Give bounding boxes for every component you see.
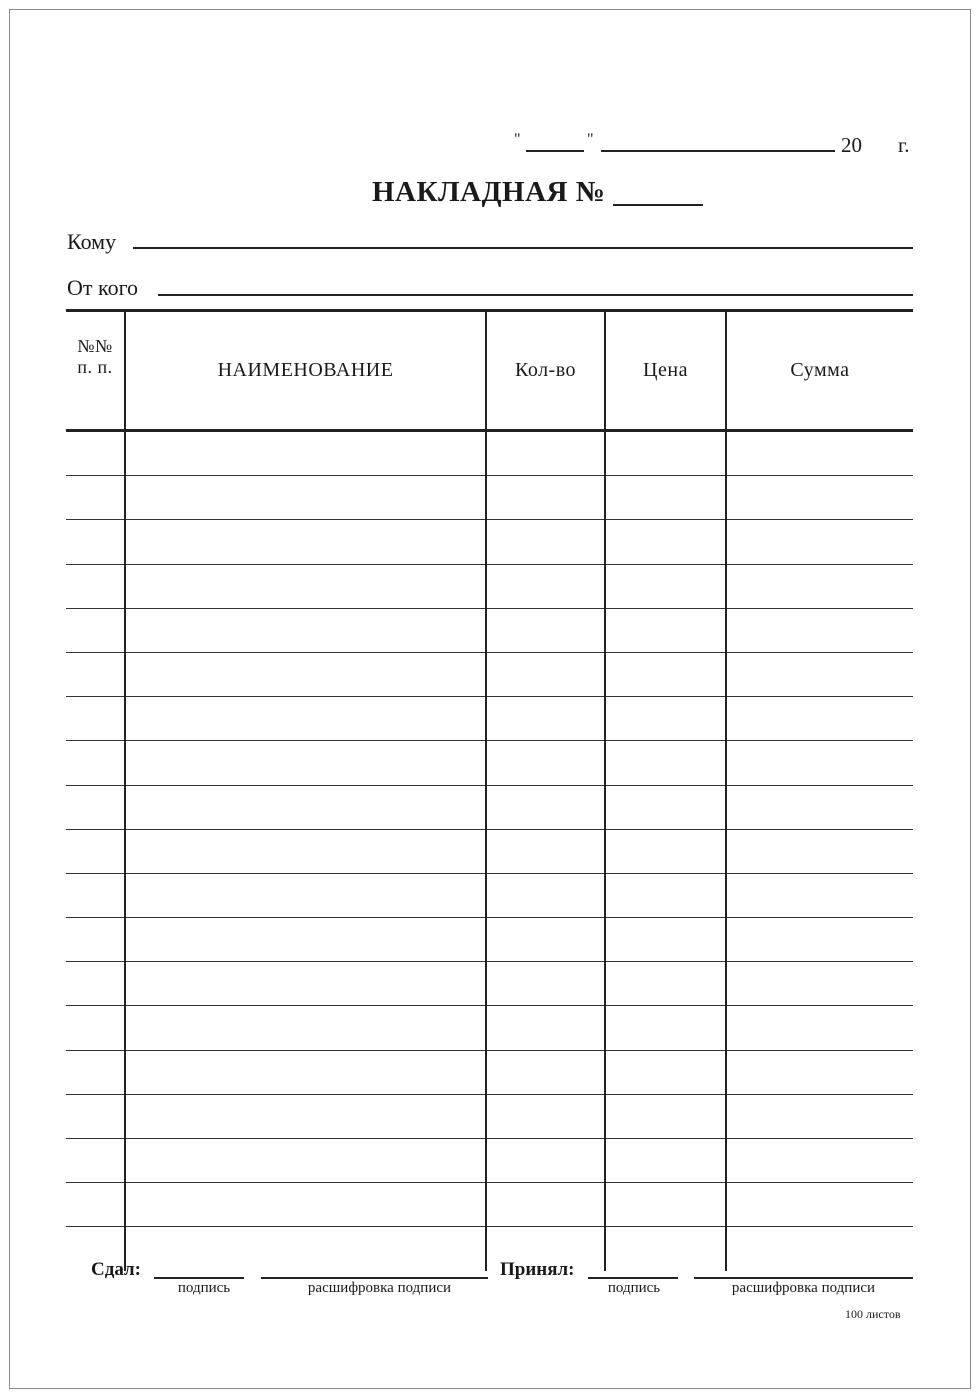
table-cell-price xyxy=(605,785,726,829)
column-header-qty: Кол-во xyxy=(486,311,605,431)
table-cell-qty xyxy=(486,918,605,962)
table-cell-sum xyxy=(726,873,913,917)
table-cell-qty xyxy=(486,652,605,696)
received-signature-line xyxy=(588,1277,678,1279)
table-cell-name xyxy=(125,873,486,917)
received-label: Принял: xyxy=(500,1259,575,1280)
table-cell-price xyxy=(605,1227,726,1271)
table-cell-name xyxy=(125,741,486,785)
table-cell-qty xyxy=(486,476,605,520)
table-cell-qty xyxy=(486,829,605,873)
date-quote-close: " xyxy=(587,131,594,148)
table-cell-sum xyxy=(726,1050,913,1094)
table-cell-price xyxy=(605,476,726,520)
table-row xyxy=(66,476,913,520)
table-cell-name xyxy=(125,564,486,608)
table-cell-price xyxy=(605,1183,726,1227)
table-cell-sum xyxy=(726,564,913,608)
column-header-name: НАИМЕНОВАНИЕ xyxy=(125,311,486,431)
received-signature-caption: подпись xyxy=(607,1280,661,1296)
table-row xyxy=(66,785,913,829)
table-row xyxy=(66,564,913,608)
table-cell-name xyxy=(125,1227,486,1271)
table-cell-name xyxy=(125,1139,486,1183)
date-month-line xyxy=(601,150,835,152)
page-title: НАКЛАДНАЯ № xyxy=(372,176,606,208)
table-cell-number xyxy=(66,431,125,476)
table-cell-name xyxy=(125,1006,486,1050)
table-cell-price xyxy=(605,520,726,564)
date-day-line xyxy=(526,150,584,152)
table-cell-qty xyxy=(486,431,605,476)
table-cell-qty xyxy=(486,697,605,741)
table-cell-price xyxy=(605,697,726,741)
table-cell-qty xyxy=(486,1094,605,1138)
column-header-sum: Сумма xyxy=(726,311,913,431)
table-cell-price xyxy=(605,1139,726,1183)
received-decoding-line xyxy=(694,1277,913,1279)
table-cell-number xyxy=(66,697,125,741)
date-year-suffix: г. xyxy=(898,133,910,157)
table-row xyxy=(66,652,913,696)
table-cell-number xyxy=(66,476,125,520)
table-row xyxy=(66,697,913,741)
table-cell-sum xyxy=(726,962,913,1006)
table-cell-number xyxy=(66,873,125,917)
table-row xyxy=(66,962,913,1006)
gave-signature-caption: подпись xyxy=(177,1280,231,1296)
gave-decoding-caption: расшифровка подписи xyxy=(307,1280,452,1296)
table-row xyxy=(66,1139,913,1183)
table-cell-price xyxy=(605,918,726,962)
table-row xyxy=(66,1006,913,1050)
to-field-line xyxy=(133,247,913,249)
table-cell-sum xyxy=(726,520,913,564)
table-cell-price xyxy=(605,564,726,608)
table-cell-qty xyxy=(486,520,605,564)
table-cell-qty xyxy=(486,873,605,917)
table-row xyxy=(66,431,913,476)
table-cell-number xyxy=(66,785,125,829)
table-cell-price xyxy=(605,608,726,652)
table-cell-name xyxy=(125,1094,486,1138)
table-row xyxy=(66,918,913,962)
sheet-count-note: 100 листов xyxy=(845,1307,901,1321)
column-header-number-line2: п. п. xyxy=(77,357,113,377)
table-cell-sum xyxy=(726,918,913,962)
table-cell-name xyxy=(125,652,486,696)
table-cell-price xyxy=(605,1094,726,1138)
table-cell-qty xyxy=(486,564,605,608)
table-cell-price xyxy=(605,962,726,1006)
table-cell-number xyxy=(66,1139,125,1183)
table-cell-number xyxy=(66,829,125,873)
table-cell-number xyxy=(66,520,125,564)
table-cell-name xyxy=(125,962,486,1006)
table-cell-price xyxy=(605,652,726,696)
table-cell-qty xyxy=(486,962,605,1006)
table-cell-name xyxy=(125,608,486,652)
table-cell-sum xyxy=(726,608,913,652)
date-quote-open: " xyxy=(514,131,521,148)
table-cell-qty xyxy=(486,1006,605,1050)
table-cell-sum xyxy=(726,1006,913,1050)
table-cell-sum xyxy=(726,431,913,476)
table-cell-number xyxy=(66,918,125,962)
table-cell-name xyxy=(125,918,486,962)
column-header-number xyxy=(66,311,125,431)
table-cell-sum xyxy=(726,785,913,829)
table-cell-sum xyxy=(726,476,913,520)
table-cell-qty xyxy=(486,785,605,829)
gave-label: Сдал: xyxy=(91,1259,141,1280)
table-cell-number xyxy=(66,962,125,1006)
table-cell-number xyxy=(66,564,125,608)
from-field-label: От кого xyxy=(67,275,139,300)
table-cell-number xyxy=(66,608,125,652)
table-cell-sum xyxy=(726,1139,913,1183)
table-cell-qty xyxy=(486,608,605,652)
date-year-prefix: 20 xyxy=(841,133,862,157)
table-row xyxy=(66,829,913,873)
table-cell-price xyxy=(605,829,726,873)
table-header-row xyxy=(66,311,913,431)
table-cell-number xyxy=(66,1183,125,1227)
table-cell-name xyxy=(125,520,486,564)
table-cell-name xyxy=(125,829,486,873)
table-row xyxy=(66,1183,913,1227)
table-cell-sum xyxy=(726,741,913,785)
table-row xyxy=(66,1094,913,1138)
table-cell-name xyxy=(125,1183,486,1227)
table-cell-qty xyxy=(486,1183,605,1227)
gave-signature-line xyxy=(154,1277,244,1279)
table-cell-name xyxy=(125,476,486,520)
table-cell-price xyxy=(605,431,726,476)
table-cell-number xyxy=(66,1006,125,1050)
table-cell-name xyxy=(125,1050,486,1094)
table-cell-sum xyxy=(726,1183,913,1227)
table-row xyxy=(66,873,913,917)
table-row xyxy=(66,520,913,564)
table-row xyxy=(66,1050,913,1094)
table-cell-price xyxy=(605,873,726,917)
table-cell-name xyxy=(125,785,486,829)
to-field-label: Кому xyxy=(67,229,117,254)
table-cell-price xyxy=(605,1006,726,1050)
table-row xyxy=(66,608,913,652)
items-table xyxy=(66,309,913,1271)
from-field-line xyxy=(158,294,913,296)
column-header-price: Цена xyxy=(605,311,726,431)
table-cell-sum xyxy=(726,697,913,741)
table-cell-number xyxy=(66,1094,125,1138)
table-cell-number xyxy=(66,741,125,785)
table-cell-price xyxy=(605,741,726,785)
received-decoding-caption: расшифровка подписи xyxy=(731,1280,876,1296)
table-cell-sum xyxy=(726,652,913,696)
gave-decoding-line xyxy=(261,1277,488,1279)
table-cell-number xyxy=(66,652,125,696)
table-cell-name xyxy=(125,697,486,741)
table-cell-sum xyxy=(726,1227,913,1271)
table-cell-name xyxy=(125,431,486,476)
table-cell-price xyxy=(605,1050,726,1094)
table-cell-qty xyxy=(486,1139,605,1183)
table-cell-sum xyxy=(726,829,913,873)
table-cell-number xyxy=(66,1050,125,1094)
invoice-number-line xyxy=(613,204,703,206)
table-cell-qty xyxy=(486,741,605,785)
table-row xyxy=(66,1227,913,1271)
table-row xyxy=(66,741,913,785)
table-cell-sum xyxy=(726,1094,913,1138)
table-cell-qty xyxy=(486,1050,605,1094)
column-header-number-line1: №№ xyxy=(77,336,113,356)
